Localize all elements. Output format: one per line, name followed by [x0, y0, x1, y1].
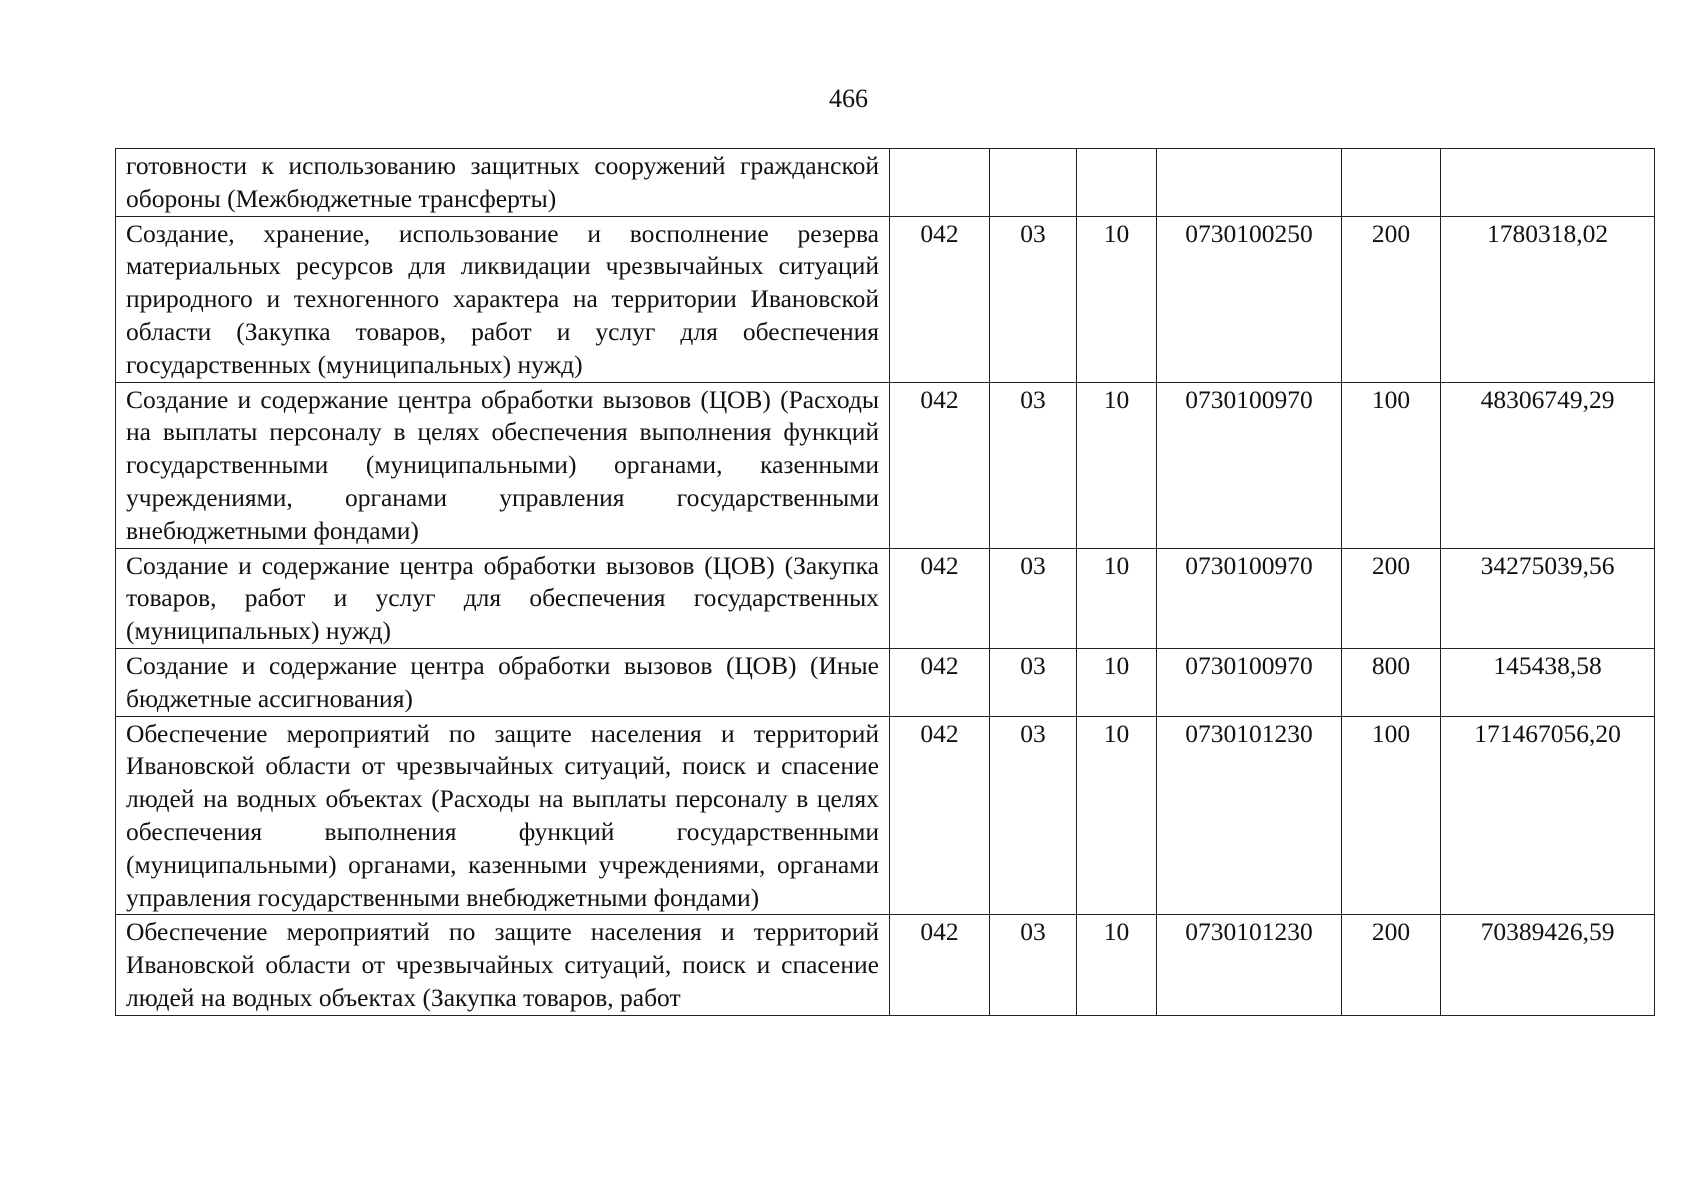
section-code: 03	[990, 648, 1077, 716]
table-row	[116, 915, 1655, 1015]
row-description: готовности к использованию защитных сооружений гражданской обороны (Межбюджетные трансферты)	[116, 149, 890, 217]
ministry-code: 042	[890, 548, 990, 648]
section-code: 03	[990, 915, 1077, 1015]
expense-type-code: 800	[1342, 648, 1441, 716]
expense-type-code: 200	[1342, 216, 1441, 382]
subsection-code	[1077, 149, 1157, 217]
subsection-code: 10	[1077, 382, 1157, 548]
table-row	[116, 716, 1655, 915]
section-code: 03	[990, 548, 1077, 648]
amount: 171467056,20	[1441, 716, 1655, 915]
amount: 70389426,59	[1441, 915, 1655, 1015]
section-code: 03	[990, 382, 1077, 548]
table-row	[116, 149, 1655, 217]
target-article-code	[1157, 149, 1342, 217]
subsection-code: 10	[1077, 716, 1157, 915]
ministry-code: 042	[890, 915, 990, 1015]
amount: 34275039,56	[1441, 548, 1655, 648]
row-description: Создание и содержание центра обработки вызовов (ЦОВ) (Иные бюджетные ассигнования)	[116, 648, 890, 716]
target-article-code: 0730101230	[1157, 915, 1342, 1015]
subsection-code: 10	[1077, 915, 1157, 1015]
expense-type-code: 100	[1342, 716, 1441, 915]
target-article-code: 0730100970	[1157, 382, 1342, 548]
expense-type-code: 100	[1342, 382, 1441, 548]
table-row	[116, 382, 1655, 548]
subsection-code: 10	[1077, 548, 1157, 648]
target-article-code: 0730100970	[1157, 648, 1342, 716]
ministry-code: 042	[890, 716, 990, 915]
row-description: Создание и содержание центра обработки вызовов (ЦОВ) (Расходы на выплаты персоналу в целях обеспечения выполнения функций государственными (муниципальными) органами, казенными учреждениями, органами управления государственными внебюджетными фондами)	[116, 382, 890, 548]
ministry-code: 042	[890, 648, 990, 716]
target-article-code: 0730100250	[1157, 216, 1342, 382]
table-row	[116, 648, 1655, 716]
amount: 145438,58	[1441, 648, 1655, 716]
amount: 1780318,02	[1441, 216, 1655, 382]
table-row	[116, 548, 1655, 648]
table-row	[116, 216, 1655, 382]
subsection-code: 10	[1077, 648, 1157, 716]
ministry-code	[890, 149, 990, 217]
amount	[1441, 149, 1655, 217]
target-article-code: 0730100970	[1157, 548, 1342, 648]
section-code	[990, 149, 1077, 217]
row-description: Обеспечение мероприятий по защите населения и территорий Ивановской области от чрезвычайных ситуаций, поиск и спасение людей на водных объектах (Расходы на выплаты персоналу в целях обеспечения выполнения функций государственными (муниципальными) органами, казенными учреждениями, органами управления государственными внебюджетными фондами)	[116, 716, 890, 915]
ministry-code: 042	[890, 216, 990, 382]
row-description: Создание, хранение, использование и восполнение резерва материальных ресурсов для ликвидации чрезвычайных ситуаций природного и техногенного характера на территории Ивановской области (Закупка товаров, работ и услуг для обеспечения государственных (муниципальных) нужд)	[116, 216, 890, 382]
section-code: 03	[990, 216, 1077, 382]
expense-type-code: 200	[1342, 915, 1441, 1015]
budget-table	[115, 148, 1655, 1016]
target-article-code: 0730101230	[1157, 716, 1342, 915]
row-description: Обеспечение мероприятий по защите населения и территорий Ивановской области от чрезвычайных ситуаций, поиск и спасение людей на водных объектах (Закупка товаров, работ	[116, 915, 890, 1015]
row-description: Создание и содержание центра обработки вызовов (ЦОВ) (Закупка товаров, работ и услуг для обеспечения государственных (муниципальных) нужд)	[116, 548, 890, 648]
page-number: 466	[829, 84, 868, 113]
expense-type-code	[1342, 149, 1441, 217]
amount: 48306749,29	[1441, 382, 1655, 548]
ministry-code: 042	[890, 382, 990, 548]
expense-type-code: 200	[1342, 548, 1441, 648]
section-code: 03	[990, 716, 1077, 915]
subsection-code: 10	[1077, 216, 1157, 382]
